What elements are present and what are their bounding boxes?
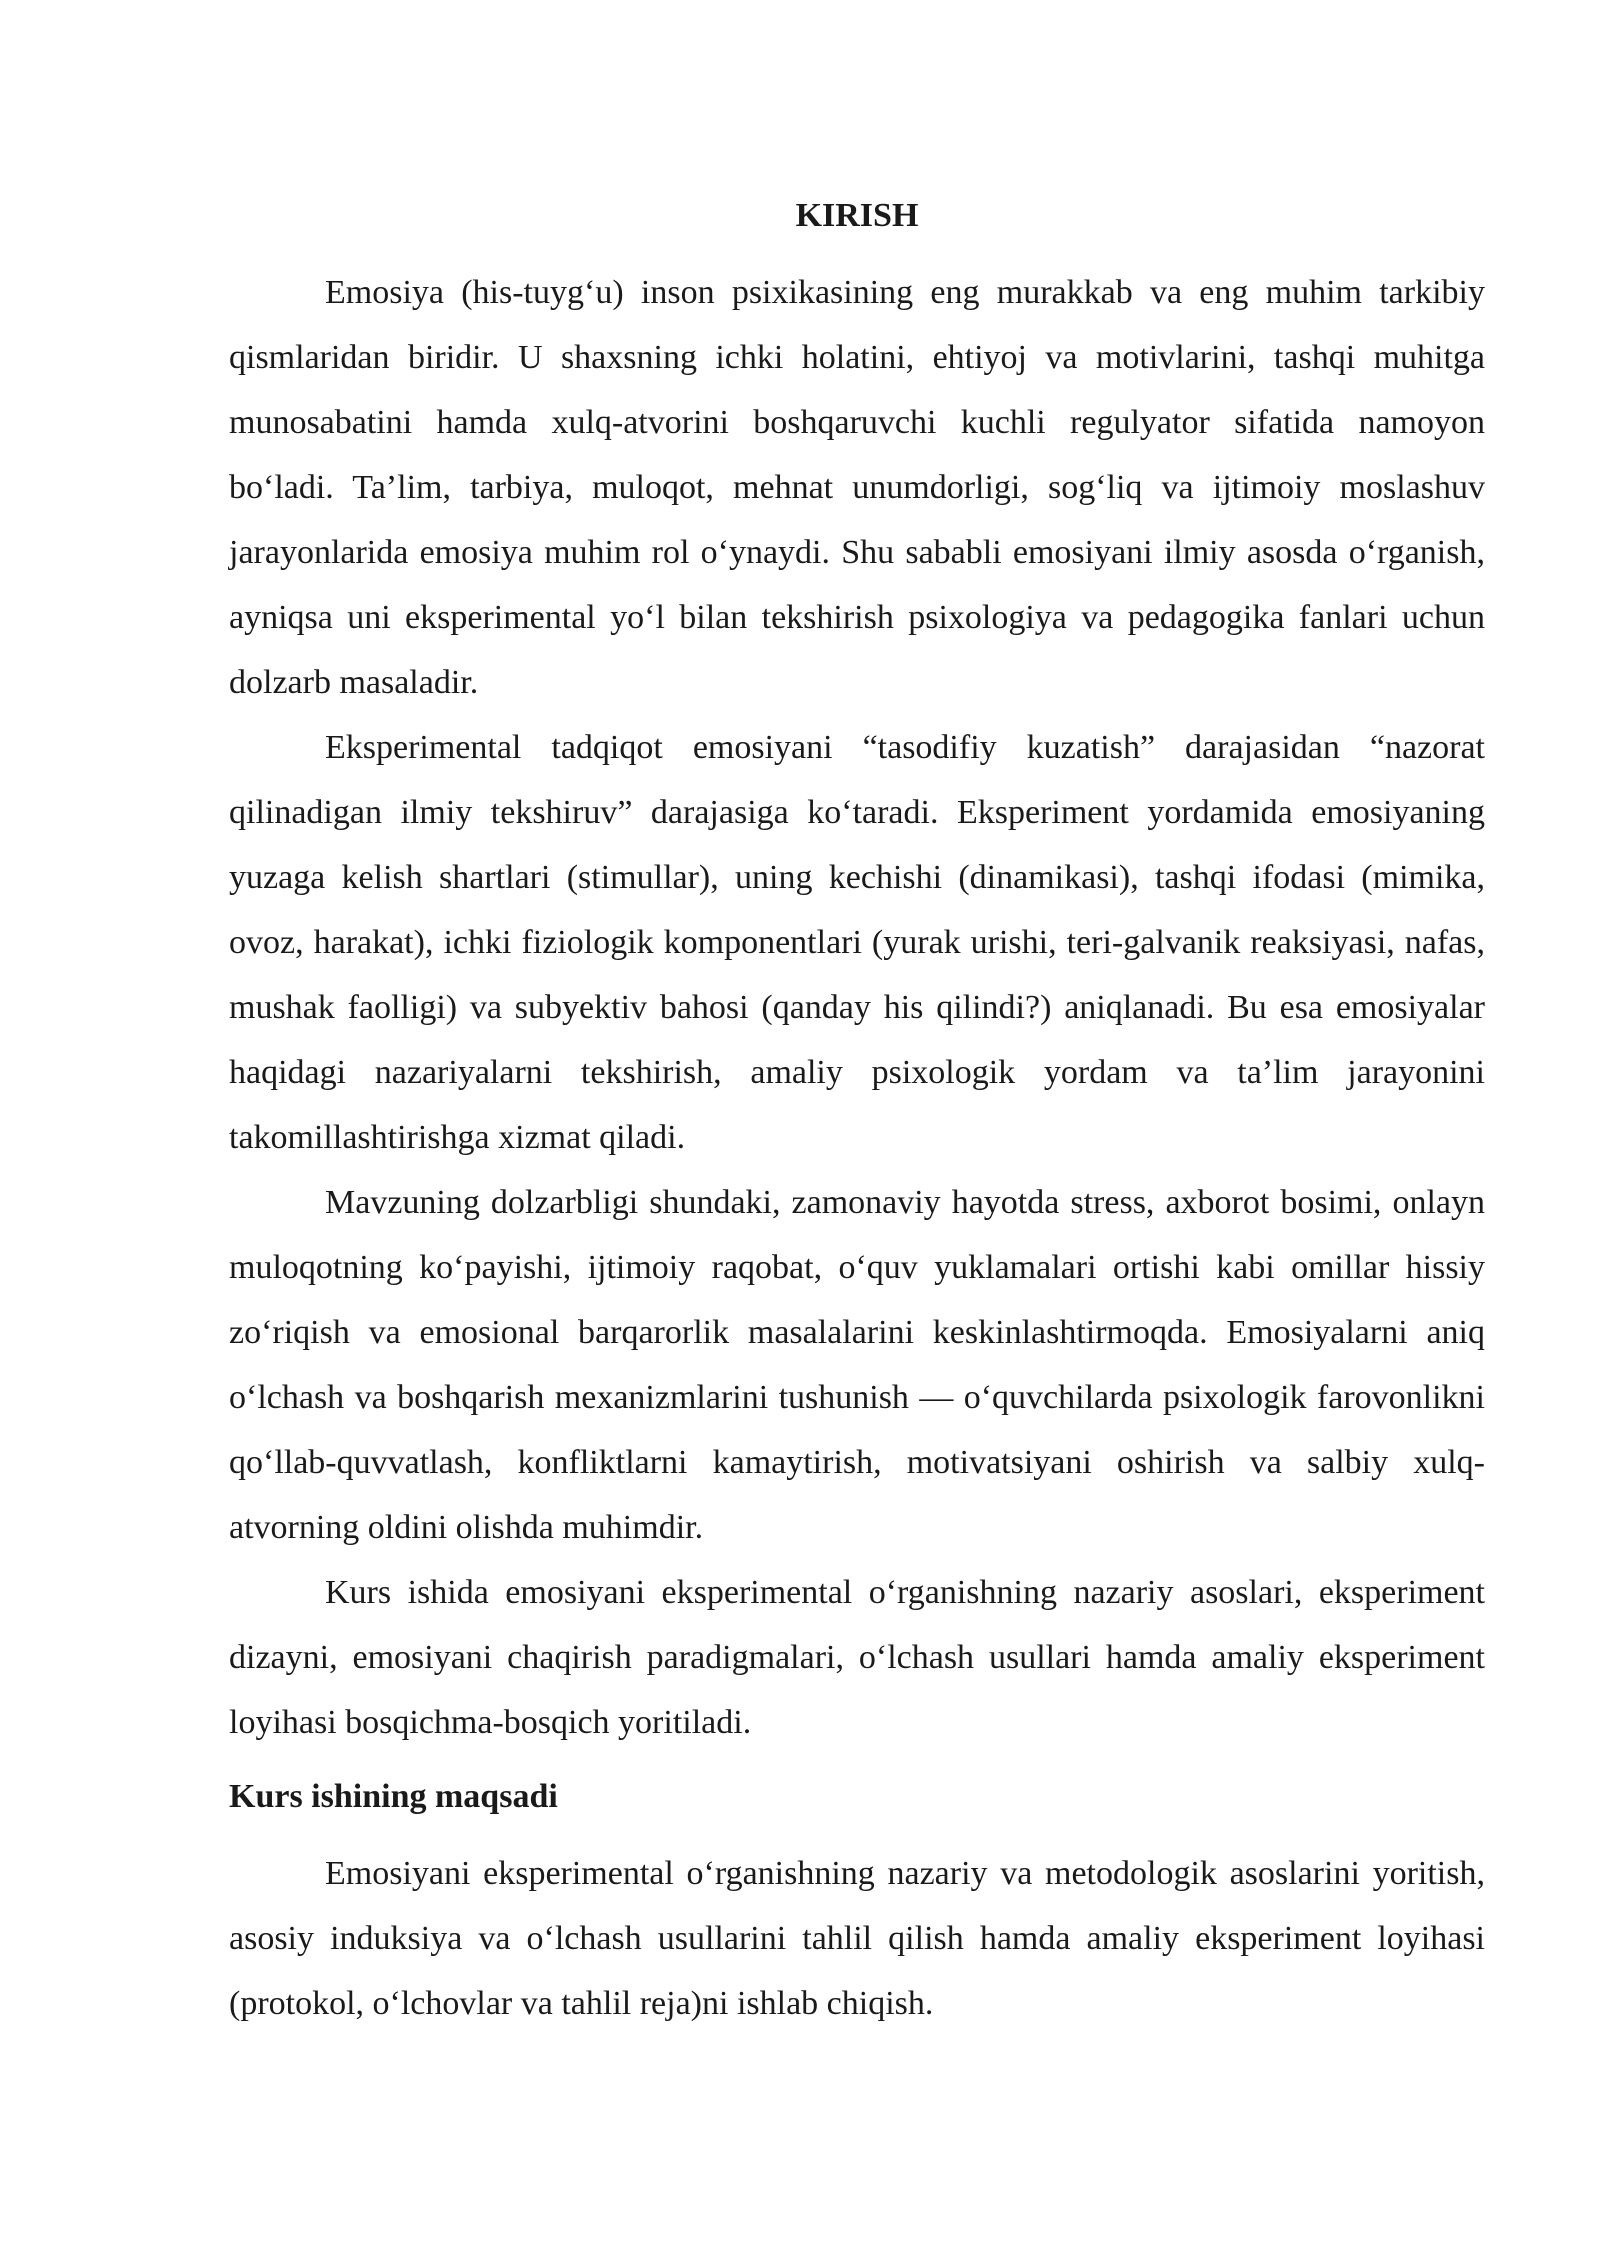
document-body — [229, 188, 1485, 2036]
paragraph-course-goal: Emosiyani eksperimental o‘rganishning nazariy va metodologik asoslarini yoritish, asosiy induksiya va o‘lchash usullarini tahlil qilish hamda amaliy eksperiment loyihasi (protokol, o‘lchovlar va tahlil reja)ni ishlab chiqish. — [229, 1855, 1485, 2022]
section-title: KIRISH — [795, 197, 919, 234]
paragraph-experimental-research: Eksperimental tadqiqot emosiyani “tasodifiy kuzatish” darajasidan “nazorat qilinadigan ilmiy tekshiruv” darajasiga ko‘taradi. Eksperiment yordamida emosiyaning yuzaga kelish shartlari (stimullar), uning kechishi (dinamikasi), tashqi ifodasi (mimika, ovoz, harakat), ichki fiziologik komponentlari (yurak urishi, teri-galvanik reaksiyasi, nafas, mushak faolligi) va subyektiv bahosi (qanday his qilindi?) aniqlanadi. Bu esa emosiyalar haqidagi nazariyalarni tekshirish, amaliy psixologik yordam va ta’lim jarayonini takomillashtirishga xizmat qiladi. — [229, 729, 1485, 1156]
paragraph-relevance: Mavzuning dolzarbligi shundaki, zamonaviy hayotda stress, axborot bosimi, onlayn muloqotning ko‘payishi, ijtimoiy raqobat, o‘quv yuklamalari ortishi kabi omillar hissiy zo‘riqish va emosional barqarorlik masalalarini keskinlashtirmoqda. Emosiyalarni aniq o‘lchash va boshqarish mexanizmlarini tushunish — o‘quvchilarda psixologik farovonlikni qo‘llab-quvvatlash, konfliktlarni kamaytirish, motivatsiyani oshirish va salbiy xulq-atvorning oldini olishda muhimdir. — [229, 1184, 1485, 1546]
paragraph-course-scope: Kurs ishida emosiyani eksperimental o‘rganishning nazariy asoslari, eksperiment dizayni, emosiyani chaqirish paradigmalari, o‘lchash usullari hamda amaliy eksperiment loyihasi bosqichma-bosqich yoritiladi. — [229, 1574, 1485, 1741]
subheading-course-goal: Kurs ishining maqsadi — [229, 1778, 558, 1815]
paragraph-intro: Emosiya (his-tuyg‘u) inson psixikasining eng murakkab va eng muhim tarkibiy qismlaridan biridir. U shaxsning ichki holatini, ehtiyoj va motivlarini, tashqi muhitga munosabatini hamda xulq-atvorini boshqaruvchi kuchli regulyator sifatida namoyon bo‘ladi. Ta’lim, tarbiya, muloqot, mehnat unumdorligi, sog‘liq va ijtimoiy moslashuv jarayonlarida emosiya muhim rol o‘ynaydi. Shu sababli emosiyani ilmiy asosda o‘rganish, ayniqsa uni eksperimental yo‘l bilan tekshirish psixologiya va pedagogika fanlari uchun dolzarb masaladir. — [229, 274, 1485, 701]
